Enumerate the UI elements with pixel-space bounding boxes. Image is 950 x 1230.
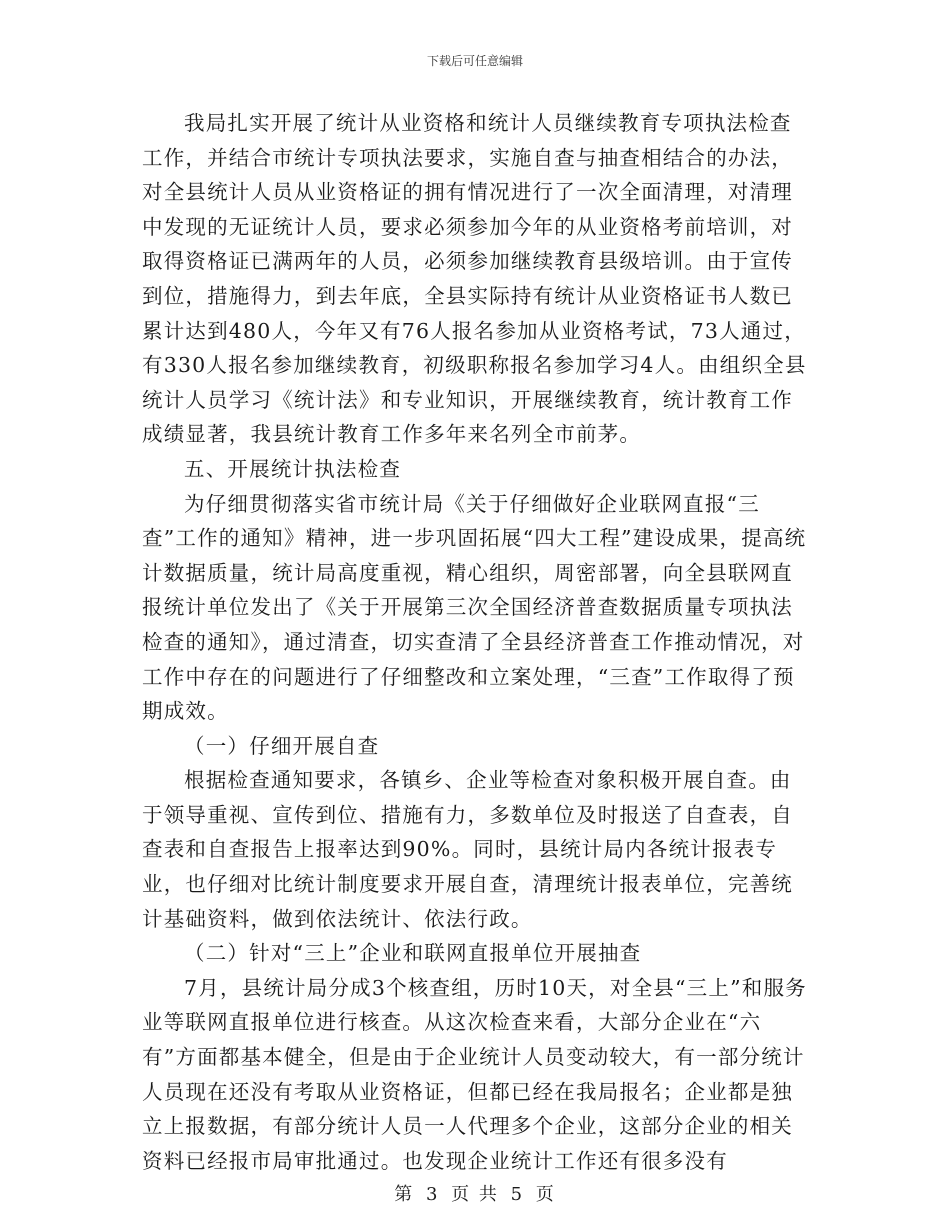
footer-prefix: 第 (394, 1184, 415, 1205)
footer-middle: 页 共 (451, 1184, 499, 1205)
paragraph-enforcement: 为仔细贯彻落实省市统计局《关于仔细做好企业联网直报“三查”工作的通知》精神，进一步巩固拓展“四大工程”建设成果，提高统计数据质量，统计局高度重视，精心组织，周密部署，向全县联网直报统计单位发出了《关于开展第三次全国经济普查数据质量专项执法检查的通知》，通过清查，切实查清了全县经济普查工作推动情况，对工作中存在的问题进行了仔细整改和立案处理，“三查”工作取得了预期成效。 (142, 491, 807, 724)
footer-total-pages: 5 (510, 1184, 525, 1205)
page-footer (0, 1180, 950, 1206)
subheading-self-check: （一）仔细开展自查 (184, 733, 380, 758)
paragraph-self-check: 根据检查通知要求，各镇乡、企业等检查对象积极开展自查。由于领导重视、宣传到位、措施有力，多数单位及时报送了自查表，自查表和自查报告上报率达到90%。同时，县统计局内各统计报表专业，也仔细对比统计制度要求开展自查，清理统计报表单位，完善统计基础资料，做到依法统计、依法行政。 (142, 768, 793, 931)
header-note: 下载后可任意编辑 (426, 54, 523, 68)
section-heading-five: 五、开展统计执法检查 (184, 456, 402, 481)
footer-suffix: 页 (535, 1184, 556, 1205)
paragraph-spot-check: 7月，县统计局分成3个核查组，历时10天，对全县“三上”和服务业等联网直报单位进行核查。从这次检查来看，大部分企业在“六有”方面都基本健全，但是由于企业统计人员变动较大，有一部分统计人员现在还没有考取从业资格证，但都已经在我局报名；企业都是独立上报数据，有部分统计人员一人代理多个企业，这部分企业的相关资料已经报市局审批通过。也发现企业统计工作还有很多没有 (142, 975, 807, 1173)
subheading-spot-check: （二）针对“三上”企业和联网直报单位开展抽查 (184, 941, 642, 966)
paragraph-education: 我局扎实开展了统计从业资格和统计人员继续教育专项执法检查工作，并结合市统计专项执法要求，实施自查与抽查相结合的办法，对全县统计人员从业资格证的拥有情况进行了一次全面清理，对清理中发现的无证统计人员，要求必须参加今年的从业资格考前培训，对取得资格证已满两年的人员，必须参加继续教育县级培训。由于宣传到位，措施得力，到去年底，全县实际持有统计从业资格证书人数已累计达到480人，今年又有76人报名参加从业资格考试，73人通过，有330人报名参加继续教育，初级职称报名参加学习4人。由组织全县统计人员学习《统计法》和专业知识，开展继续教育，统计教育工作成绩显著，我县统计教育工作多年来名列全市前茅。 (142, 111, 807, 447)
document-body (142, 106, 808, 1178)
footer-page-number: 3 (425, 1184, 440, 1205)
